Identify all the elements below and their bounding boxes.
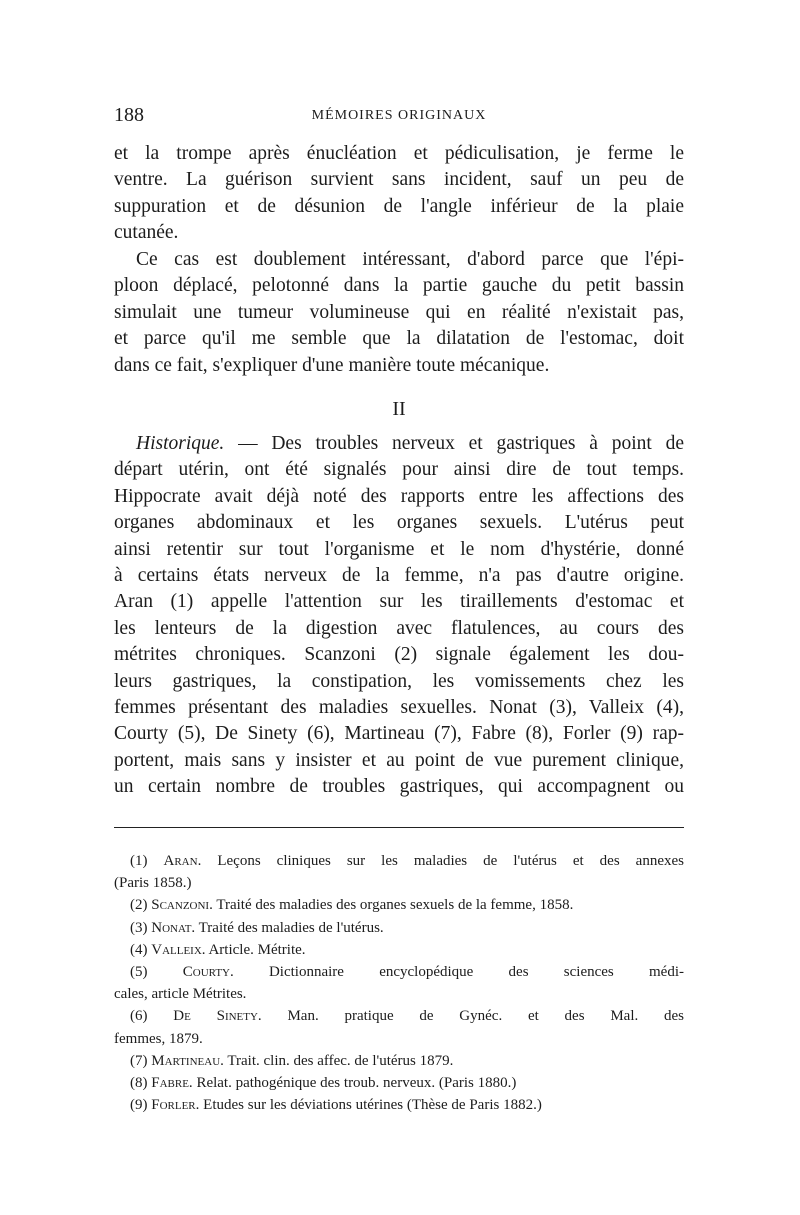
text-line: à certains états nerveux de la femme, n'a pas d'autre origine.: [114, 564, 684, 586]
paragraph-3: [114, 431, 684, 800]
section-number: II: [392, 398, 406, 420]
footnote-author: Valleix.: [151, 941, 206, 958]
footnote-7: (7) Martineau. Trait. clin. des affec. de l'utérus 1879.: [130, 1052, 454, 1069]
footnote-author: Nonat.: [151, 919, 196, 936]
footnote-1: (1) Aran. Leçons cliniques sur les maladies de l'utérus et des annexes: [130, 853, 684, 869]
text-line: départ utérin, ont été signalés pour ainsi dire de tout temps.: [114, 459, 684, 481]
text-line: et parce qu'il me semble que la dilatation de l'estomac, doit: [114, 328, 684, 350]
footnote-2: (2) Scanzoni. Traité des maladies des organes sexuels de la femme, 1858.: [130, 897, 574, 914]
text-line: portent, mais sans y insister et au point de vue purement clinique,: [114, 749, 684, 771]
text-line: métrites chroniques. Scanzoni (2) signale également les dou-: [114, 644, 684, 666]
text-line: ventre. La guérison survient sans incident, sauf un peu de: [114, 169, 684, 191]
text-line: Aran (1) appelle l'attention sur les tiraillements d'estomac et: [114, 591, 684, 613]
text-line: suppuration et de désunion de l'angle inférieur de la plaie: [114, 195, 684, 217]
paragraph-2: [114, 247, 684, 379]
footnote-5: (5) Courty. Dictionnaire encyclopédique des sciences médi-: [130, 963, 684, 980]
text-line: organes abdominaux et les organes sexuels. L'utérus peut: [114, 512, 684, 534]
text-line: Hippocrate avait déjà noté des rapports entre les affections des: [114, 485, 684, 507]
page-header: [114, 104, 684, 132]
footnote-author: Aran.: [163, 853, 202, 869]
text-line: un certain nombre de troubles gastriques, qui accompagnent ou: [114, 776, 684, 798]
footnote-8: (8) Fabre. Relat. pathogénique des troub. nerveux. (Paris 1880.): [130, 1074, 517, 1091]
footnote-author: Martineau.: [151, 1052, 224, 1069]
footnote-6-cont: femmes, 1879.: [114, 1030, 203, 1047]
footnote-author: Courty.: [182, 963, 234, 980]
line-rest: — Des troubles nerveux et gastriques à point de: [224, 433, 684, 454]
paragraph-1: [114, 141, 684, 247]
footnote-4: (4) Valleix. Article. Métrite.: [130, 941, 306, 958]
text-line: simulait une tumeur volumineuse qui en réalité n'existait pas,: [114, 301, 684, 323]
footnote-6: (6) De Sinety. Man. pratique de Gynéc. et des Mal. des: [130, 1008, 684, 1025]
italic-lead: Historique.: [136, 433, 225, 454]
footnote-author: Scanzoni.: [151, 897, 213, 914]
footnote-divider: [114, 827, 684, 828]
text-line: [114, 431, 684, 457]
running-title: MÉMOIRES ORIGINAUX: [311, 108, 487, 123]
footnote-3: (3) Nonat. Traité des maladies de l'utérus.: [130, 919, 384, 936]
text-line: dans ce fait, s'expliquer d'une manière toute mécanique.: [114, 354, 550, 376]
footnote-author: Fabre.: [151, 1074, 193, 1091]
page-number: 188: [114, 104, 144, 126]
text-line: et la trompe après énucléation et pédiculisation, je ferme le: [114, 143, 684, 164]
footnotes: [114, 850, 684, 1116]
footnote-author: De Sinety.: [173, 1008, 262, 1025]
text-line: Ce cas est doublement intéressant, d'abord parce que l'épi-: [136, 249, 684, 270]
footnote-1-cont: (Paris 1858.): [114, 875, 192, 892]
text-line: leurs gastriques, la constipation, les vomissements chez les: [114, 670, 684, 692]
text-line: Courty (5), De Sinety (6), Martineau (7), Fabre (8), Forler (9) rap-: [114, 723, 684, 745]
footnote-5-cont: cales, article Métrites.: [114, 986, 247, 1003]
text-line: cutanée.: [114, 222, 179, 244]
text-line: les lenteurs de la digestion avec flatulences, au cours des: [114, 617, 684, 639]
footnote-9: (9) Forler. Etudes sur les déviations utérines (Thèse de Paris 1882.): [130, 1097, 542, 1114]
text-line: femmes présentant des maladies sexuelles. Nonat (3), Valleix (4),: [114, 696, 684, 718]
footnote-author: Forler.: [151, 1097, 200, 1114]
text-line: ploon déplacé, pelotonné dans la partie gauche du petit bassin: [114, 275, 684, 297]
text-line: ainsi retentir sur tout l'organisme et le nom d'hystérie, donné: [114, 538, 684, 560]
